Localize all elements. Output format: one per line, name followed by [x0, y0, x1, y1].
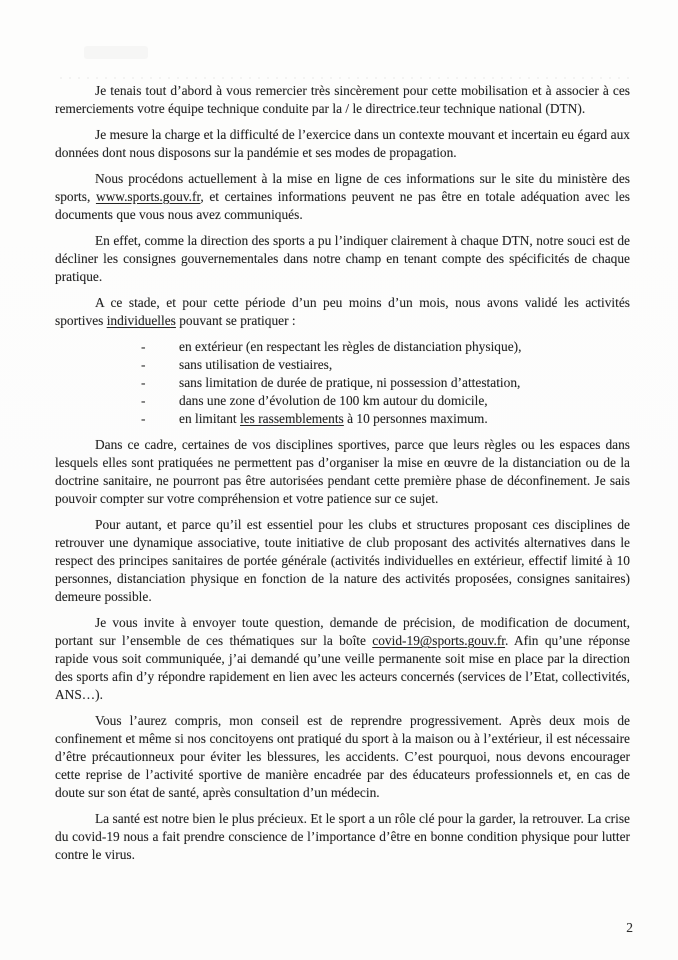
text-segment: Je vous invite à envoyer toute question, demande de précision, de modification de document, portant sur l’ensemble de ces thématiques sur la boîte	[55, 615, 630, 648]
dash-marker: -	[141, 411, 146, 426]
activity-conditions-list	[55, 338, 630, 428]
text-segment: sans limitation de durée de pratique, ni possession d’attestation,	[179, 375, 521, 390]
dash-marker: -	[141, 357, 146, 372]
link-text-covid-email: covid-19@sports.gouv.fr	[372, 633, 506, 648]
text-segment: en extérieur (en respectant les règles de distanciation physique),	[179, 339, 522, 354]
paragraph-consignes	[55, 232, 630, 286]
paragraph-context	[55, 126, 630, 162]
text-segment: Dans ce cadre, certaines de vos disciplines sportives, parce que leurs règles ou les espaces dans lesquels elles sont pratiquées ne permettent pas d’organiser la mise en œuvre de la distanciation ou de la doctrine sanitaire, ne pourront pas être autorisées pendant cette première phase de déconfinement. Je sais pouvoir compter sur votre compréhension et votre patience sur ce sujet.	[55, 437, 630, 506]
text-segment: , et certaines informations peuvent ne pas être en totale adéquation avec les documents que vous nous avez communiqués.	[55, 189, 630, 222]
paragraph-website	[55, 170, 630, 224]
text-segment: . Afin qu’une réponse rapide vous soit communiquée, j’ai demandé qu’une veille permanente soit mise en place par la direction des sports afin d’y répondre rapidement en lien avec les acteurs concernés (services de l’Etat, collectivités, ANS…).	[55, 633, 630, 702]
text-segment: pouvant se pratiquer :	[175, 313, 296, 328]
list-item	[55, 410, 630, 428]
text-segment	[179, 410, 488, 428]
underlined-text: les rassemblements	[240, 411, 344, 426]
text-segment: Je mesure la charge et la difficulté de l’exercice dans un contexte mouvant et incertain eu égard aux données dont nous disposons sur la pandémie et ses modes de propagation.	[55, 127, 630, 160]
list-item	[55, 374, 630, 392]
text-segment: Je tenais tout d’abord à vous remercier très sincèrement pour cette mobilisation et à associer à ces remerciements votre équipe technique conduite par la / le directrice.teur technique national (DTN).	[55, 83, 630, 116]
list-item	[55, 338, 630, 356]
scan-noise-line	[60, 77, 630, 79]
paragraph-clubs	[55, 516, 630, 606]
text-segment: à 10 personnes maximum.	[343, 411, 488, 426]
link-text-sports-gouv: www.sports.gouv.fr	[95, 189, 201, 204]
underlined-text: individuelles	[106, 313, 176, 328]
text-segment: dans une zone d’évolution de 100 km autour du domicile,	[179, 393, 488, 408]
paragraph-restrictions	[55, 436, 630, 508]
text-segment: Nous procédons actuellement à la mise en ligne de ces informations sur le site du ministère des sports,	[55, 171, 630, 204]
dash-marker: -	[141, 375, 146, 390]
paragraph-contact	[55, 614, 630, 704]
list-item	[55, 356, 630, 374]
text-segment: En effet, comme la direction des sports a pu l’indiquer clairement à chaque DTN, notre souci est de décliner les consignes gouvernementales dans notre champ en tenant compte des spécificités de chaque pratique.	[55, 233, 630, 284]
letter-body	[55, 82, 630, 872]
dash-marker: -	[141, 393, 146, 408]
text-segment: Vous l’aurez compris, mon conseil est de reprendre progressivement. Après deux mois de confinement et même si nos concitoyens ont pratiqué du sport à la maison ou à l’extérieur, il est nécessaire d’être précautionneux pour éviter les blessures, les accidents. C’est pourquoi, nous devons encourager cette reprise de l’activité sportive de manière encadrée par des éducateurs professionnels et, en cas de doute sur son état de santé, après consultation d’un médecin.	[55, 713, 630, 800]
paragraph-activites-intro	[55, 294, 630, 330]
paragraph-conseil	[55, 712, 630, 802]
dash-marker: -	[141, 339, 146, 354]
scan-artifact	[84, 46, 148, 59]
paragraph-thanks	[55, 82, 630, 118]
paragraph-sante	[55, 810, 630, 864]
text-segment: La santé est notre bien le plus précieux. Et le sport a un rôle clé pour la garder, la retrouver. La crise du covid-19 nous a fait prendre conscience de l’importance d’être en bonne condition physique pour lutter contre le virus.	[55, 811, 630, 862]
text-segment: en limitant	[179, 411, 240, 426]
text-segment: Pour autant, et parce qu’il est essentiel pour les clubs et structures proposant ces disciplines de retrouver une dynamique associative, toute initiative de club proposant des activités alternatives dans le respect des principes sanitaires de portée générale (activités individuelles en extérieur, effectif limité à 10 personnes, distanciation physique en fonction de la nature des activités proposées, consignes sanitaires) demeure possible.	[55, 517, 630, 604]
list-item	[55, 392, 630, 410]
page-number: 2	[626, 920, 633, 935]
text-segment: A ce stade, et pour cette période d’un peu moins d’un mois, nous avons validé les activités sportives	[55, 295, 630, 328]
text-segment: sans utilisation de vestiaires,	[179, 357, 333, 372]
